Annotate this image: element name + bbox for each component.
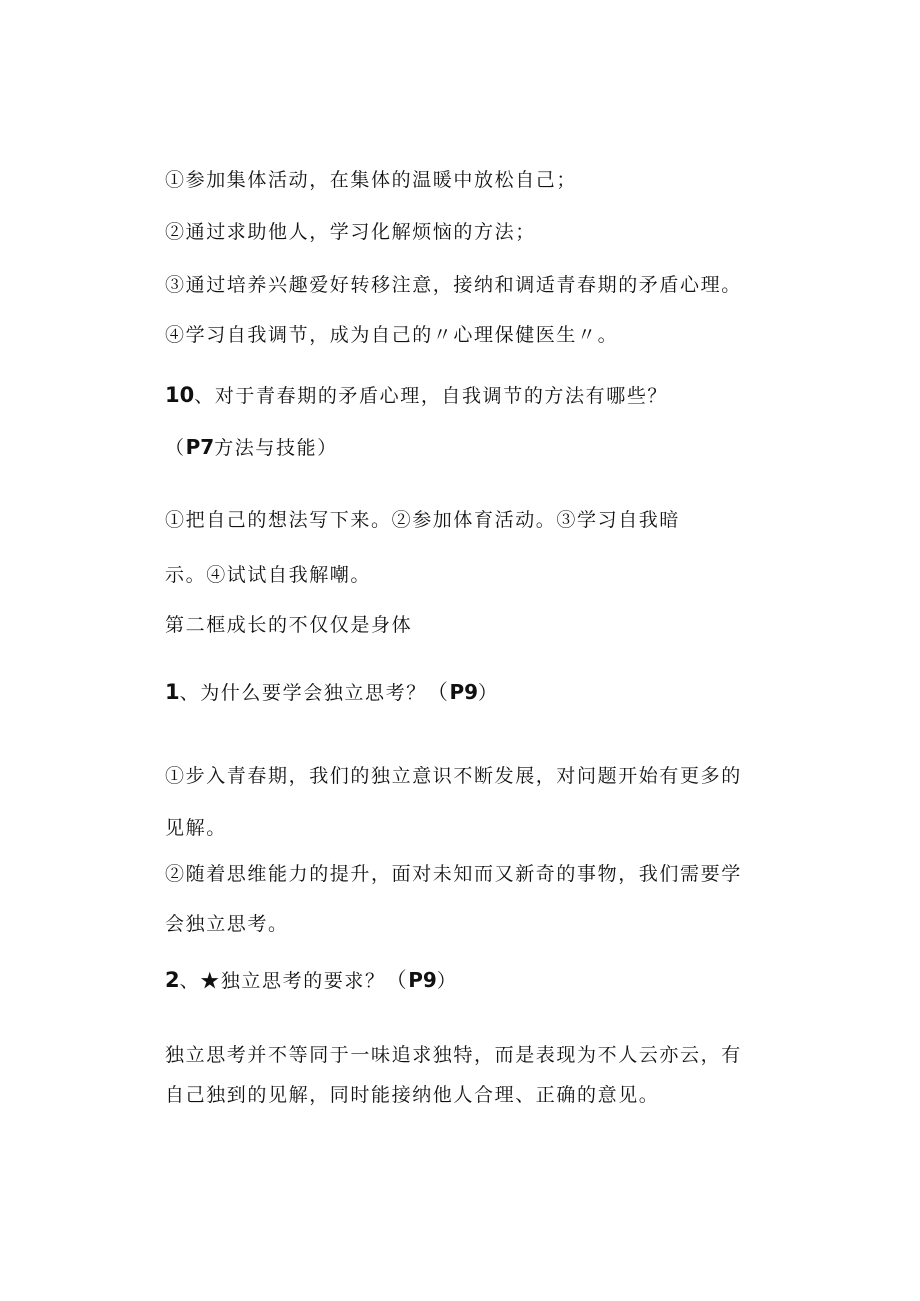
question-10	[165, 383, 668, 408]
ref-note: 方法与技能）	[214, 437, 338, 459]
question-number: 1	[165, 680, 180, 704]
close-paren: ）	[478, 682, 499, 704]
question-text: 、对于青春期的矛盾心理，自我调节的方法有哪些？	[194, 385, 669, 407]
text-line-interests: ③通过培养兴趣爱好转移注意，接纳和调适青春期的矛盾心理。	[165, 274, 742, 296]
open-paren: （	[385, 968, 409, 992]
open-paren: （	[426, 680, 450, 704]
open-paren: （	[165, 437, 186, 459]
answer-10-line-2: 示。④试试自我解嘲。	[165, 564, 372, 586]
question-text: 、为什么要学会独立思考？	[179, 682, 427, 704]
text-line-seek-help: ②通过求助他人，学习化解烦恼的方法；	[165, 221, 536, 243]
text-line-self-regulation: ④学习自我调节，成为自己的〃心理保健医生〃。	[165, 324, 619, 346]
question-10-page-ref	[165, 435, 338, 460]
page-ref: P7	[185, 435, 215, 459]
question-number: 10	[165, 383, 195, 407]
question-number: 2	[165, 968, 180, 992]
answer-2-line-2: 自己独到的见解，同时能接纳他人合理、正确的意见。	[165, 1084, 660, 1106]
answer-1-line-4: 会独立思考。	[165, 913, 289, 935]
answer-2-line-1: 独立思考并不等同于一味追求独特，而是表现为不人云亦云，有	[165, 1044, 742, 1066]
page-ref: P9	[408, 968, 437, 992]
answer-10-line-1: ①把自己的想法写下来。②参加体育活动。③学习自我暗	[165, 509, 681, 531]
question-2	[165, 968, 457, 993]
page-ref: P9	[449, 680, 479, 704]
question-text: 、★独立思考的要求？	[179, 970, 386, 992]
answer-1-line-2: 见解。	[165, 817, 227, 839]
answer-1-line-3: ②随着思维能力的提升，面对未知而又新奇的事物，我们需要学	[165, 863, 742, 885]
close-paren: ）	[436, 970, 458, 992]
question-1	[165, 680, 499, 705]
answer-1-line-1: ①步入青春期，我们的独立意识不断发展，对问题开始有更多的	[165, 765, 742, 787]
section-title: 第二框成长的不仅仅是身体	[165, 614, 413, 636]
text-line-activity: ①参加集体活动，在集体的温暖中放松自己；	[165, 169, 578, 191]
